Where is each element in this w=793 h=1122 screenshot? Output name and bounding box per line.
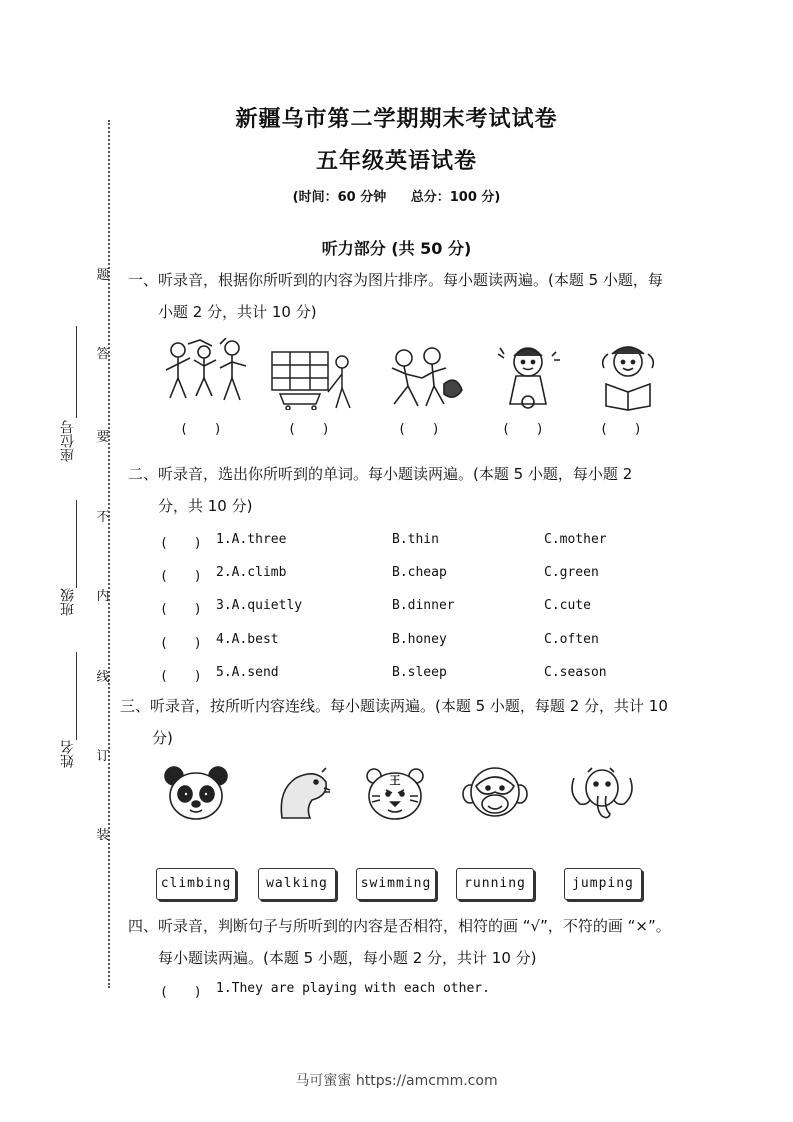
q2-answer-bracket[interactable]: ( ): [160, 669, 202, 684]
q1-answer-bracket[interactable]: ( ): [502, 422, 544, 437]
binding-char: 线: [96, 670, 110, 685]
q3-instruction-line2: 分): [152, 729, 173, 747]
q2-answer-bracket[interactable]: ( ): [160, 636, 202, 651]
name-label: 姓名: [60, 740, 76, 768]
shopping-cart-icon: [270, 348, 356, 410]
q2-instruction-line1: 二、听录音，选出你所听到的单词。每小题读两遍。(本题 5 小题，每小题 2: [128, 465, 633, 483]
girl-reading-icon: [594, 340, 662, 412]
q2-answer-bracket[interactable]: ( ): [160, 569, 202, 584]
tiger-icon: [364, 766, 426, 822]
q2-option-b: B.thin: [392, 532, 439, 547]
q2-option-c: C.often: [544, 632, 599, 647]
q4-statement: 1.They are playing with each other.: [216, 981, 490, 996]
q2-answer-bracket[interactable]: ( ): [160, 536, 202, 551]
q2-option-a: 2.A.climb: [216, 565, 287, 580]
class-line[interactable]: [76, 500, 77, 588]
tiger-forehead-mark: 王: [389, 774, 401, 787]
q1-answer-bracket[interactable]: ( ): [288, 422, 330, 437]
footer-watermark: 马可蜜蜜 https://amcmm.com: [295, 1073, 498, 1089]
elephant-icon: [566, 764, 638, 822]
q2-option-c: C.season: [544, 665, 607, 680]
panda-icon: [164, 764, 228, 822]
exam-meta: [0, 186, 793, 205]
binding-char: 答: [96, 347, 110, 362]
word-box[interactable]: running: [456, 868, 534, 900]
q1-answer-bracket[interactable]: ( ): [180, 422, 222, 437]
q1-answer-bracket[interactable]: ( ): [398, 422, 440, 437]
binding-char: 要: [96, 430, 110, 445]
q2-option-c: C.green: [544, 565, 599, 580]
q2-option-a: 3.A.quietly: [216, 598, 303, 613]
q3-instruction-line1: 三、听录音，按所听内容连线。每小题读两遍。(本题 5 小题，每题 2 分，共计 10: [120, 697, 668, 715]
running-girls-icon: [382, 344, 466, 412]
name-line[interactable]: [76, 652, 77, 740]
exam-title: 新疆乌市第二学期期末考试试卷: [235, 107, 558, 132]
q4-instruction-line1: 四、听录音，判断句子与所听到的内容是否相符，相符的画 “√”，不符的画 “×”。: [128, 917, 671, 935]
q2-option-b: B.cheap: [392, 565, 447, 580]
word-box[interactable]: climbing: [156, 868, 236, 900]
seal-icon: [276, 766, 334, 822]
q4-answer-bracket[interactable]: ( ): [160, 985, 202, 1000]
binding-char: 不: [96, 510, 110, 525]
q1-answer-bracket[interactable]: ( ): [600, 422, 642, 437]
word-box[interactable]: swimming: [356, 868, 436, 900]
q2-option-b: B.honey: [392, 632, 447, 647]
word-box[interactable]: jumping: [564, 868, 642, 900]
exam-subtitle: 五年级英语试卷: [315, 149, 477, 174]
monkey-icon: [462, 764, 528, 822]
q4-instruction-line2: 每小题读两遍。(本题 5 小题，每小题 2 分，共计 10 分): [158, 949, 537, 967]
q1-instruction-line2: 小题 2 分，共计 10 分): [158, 303, 317, 321]
binding-char: 订: [96, 749, 110, 764]
listening-section-title: 听力部分 (共 50 分): [321, 239, 472, 258]
q2-instruction-line2: 分，共 10 分): [158, 497, 253, 515]
girl-thinking-icon: [492, 340, 564, 412]
binding-char: 内: [96, 589, 110, 604]
q2-option-a: 4.A.best: [216, 632, 279, 647]
class-label: 班级: [60, 588, 76, 616]
q2-option-b: B.sleep: [392, 665, 447, 680]
q2-option-b: B.dinner: [392, 598, 455, 613]
seat-number-label: 座位号: [60, 420, 76, 462]
q1-instruction-line1: 一、听录音，根据你所听到的内容为图片排序。每小题读两遍。(本题 5 小题，每: [128, 271, 663, 289]
q2-option-c: C.mother: [544, 532, 607, 547]
word-box[interactable]: walking: [258, 868, 336, 900]
total-score: 总分：100 分): [410, 190, 501, 205]
q2-option-c: C.cute: [544, 598, 591, 613]
q2-answer-bracket[interactable]: ( ): [160, 602, 202, 617]
seat-number-line[interactable]: [76, 326, 77, 418]
q2-option-a: 1.A.three: [216, 532, 287, 547]
binding-dotted-line: [108, 120, 110, 988]
children-playing-icon: [160, 338, 252, 410]
time-limit: (时间：60 分钟: [292, 190, 387, 205]
binding-char: 装: [96, 828, 110, 843]
binding-char: 题: [96, 268, 110, 283]
q2-option-a: 5.A.send: [216, 665, 279, 680]
